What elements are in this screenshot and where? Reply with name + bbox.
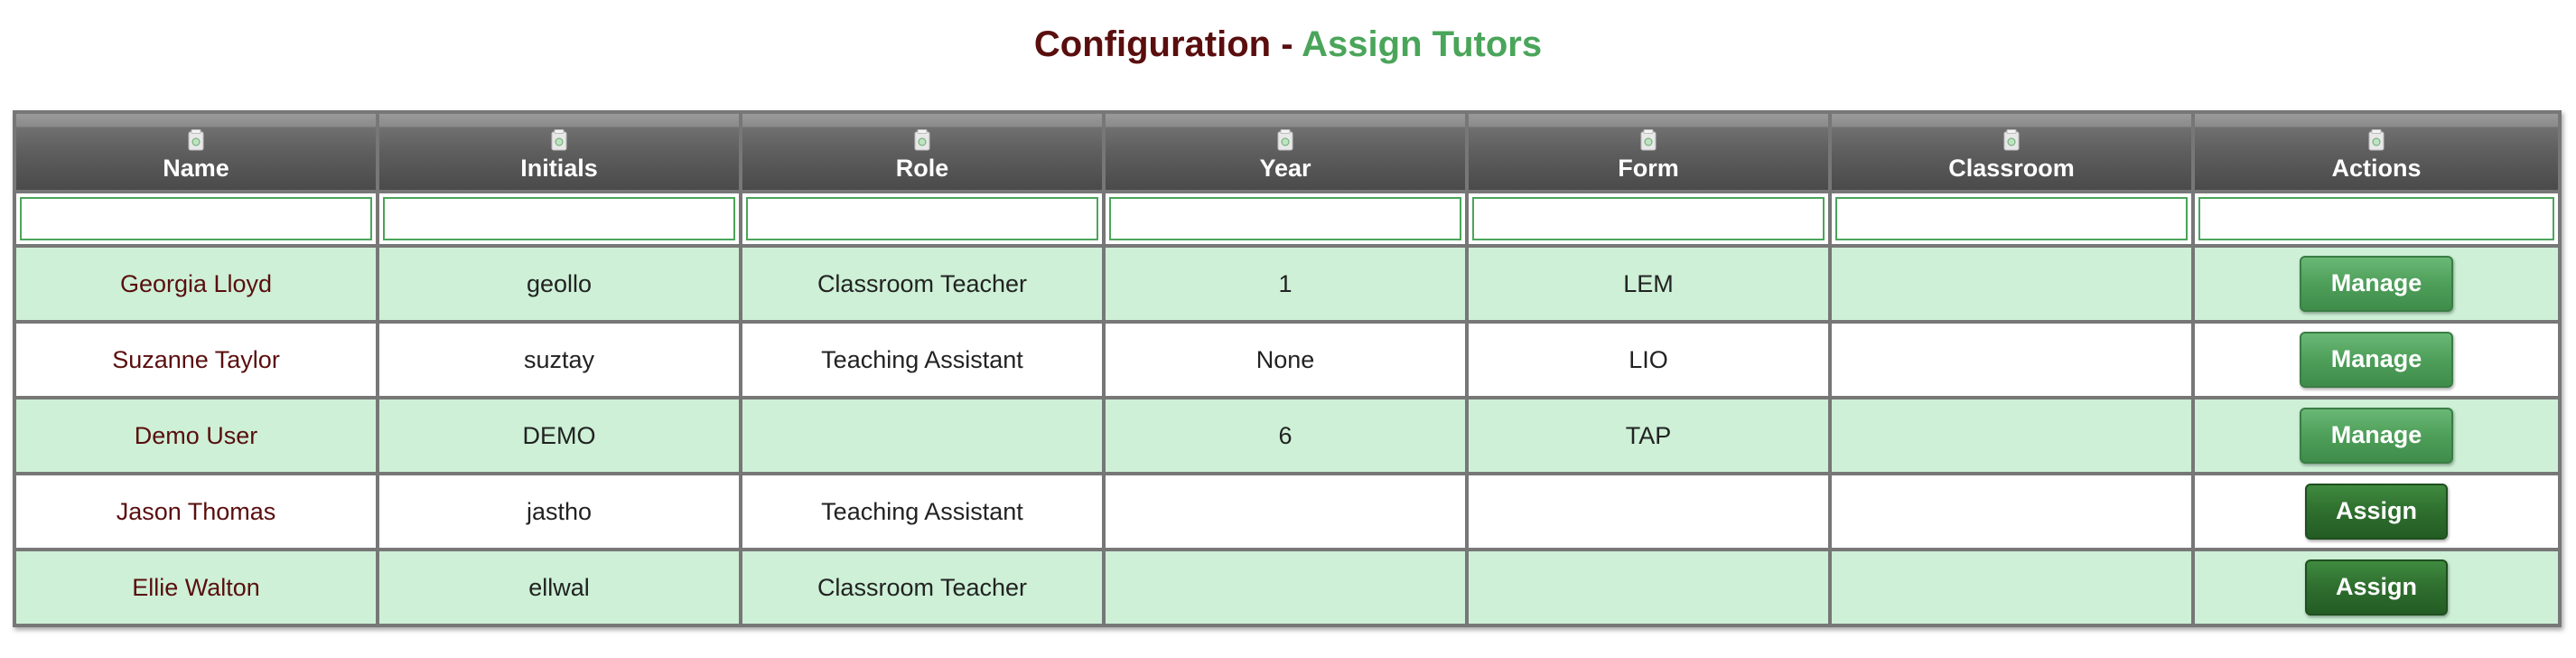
filter-input-form[interactable] <box>1472 197 1825 240</box>
table-row <box>14 322 2560 398</box>
cell-year <box>1104 550 1467 625</box>
cell-role: Teaching Assistant <box>741 474 1104 550</box>
cell-role: Classroom Teacher <box>741 246 1104 322</box>
manage-button[interactable]: Manage <box>2300 256 2453 312</box>
filter-row <box>14 192 2560 246</box>
table-row <box>14 550 2560 625</box>
tutors-table <box>13 110 2562 627</box>
cell-form: LEM <box>1467 246 1830 322</box>
filter-cell <box>1830 192 2193 246</box>
cell-classroom <box>1830 322 2193 398</box>
page-title <box>0 16 2576 72</box>
filter-input-initials[interactable] <box>383 197 735 240</box>
cell-initials: geollo <box>378 246 741 322</box>
cell-name: Suzanne Taylor <box>14 322 378 398</box>
cell-form <box>1467 550 1830 625</box>
column-header-label: Form <box>1618 155 1679 182</box>
cell-role: Teaching Assistant <box>741 322 1104 398</box>
column-header-actions[interactable] <box>2193 112 2560 192</box>
filter-cell <box>1467 192 1830 246</box>
filter-input-role[interactable] <box>746 197 1098 240</box>
cell-actions <box>2193 246 2560 322</box>
filter-input-name[interactable] <box>20 197 372 240</box>
filter-cell <box>378 192 741 246</box>
cell-actions <box>2193 550 2560 625</box>
cell-actions <box>2193 398 2560 474</box>
sort-icon[interactable] <box>2368 129 2385 151</box>
sort-icon[interactable] <box>1640 129 1657 151</box>
cell-year: 1 <box>1104 246 1467 322</box>
manage-button[interactable]: Manage <box>2300 332 2453 388</box>
cell-form: LIO <box>1467 322 1830 398</box>
cell-actions <box>2193 474 2560 550</box>
column-header-initials[interactable] <box>378 112 741 192</box>
cell-year: 6 <box>1104 398 1467 474</box>
manage-button[interactable]: Manage <box>2300 408 2453 464</box>
cell-initials: DEMO <box>378 398 741 474</box>
filter-cell <box>14 192 378 246</box>
filter-cell <box>741 192 1104 246</box>
filter-cell <box>1104 192 1467 246</box>
filter-input-classroom[interactable] <box>1835 197 2188 240</box>
sort-icon[interactable] <box>188 129 204 151</box>
table-row <box>14 246 2560 322</box>
cell-name: Demo User <box>14 398 378 474</box>
page-title-prefix: Configuration - <box>1033 24 1302 64</box>
column-header-form[interactable] <box>1467 112 1830 192</box>
assign-button[interactable]: Assign <box>2305 484 2448 540</box>
cell-name: Ellie Walton <box>14 550 378 625</box>
sort-icon[interactable] <box>1277 129 1293 151</box>
cell-year: None <box>1104 322 1467 398</box>
column-header-label: Classroom <box>1948 155 2075 182</box>
filter-input-actions[interactable] <box>2198 197 2554 240</box>
column-header-label: Role <box>895 155 949 182</box>
assign-button[interactable]: Assign <box>2305 559 2448 616</box>
cell-actions <box>2193 322 2560 398</box>
column-header-year[interactable] <box>1104 112 1467 192</box>
column-header-label: Year <box>1259 155 1311 182</box>
column-header-classroom[interactable] <box>1830 112 2193 192</box>
cell-initials: jastho <box>378 474 741 550</box>
column-header-label: Name <box>163 155 229 182</box>
column-header-role[interactable] <box>741 112 1104 192</box>
table-row <box>14 474 2560 550</box>
column-header-label: Initials <box>520 155 598 182</box>
page-title-suffix: Assign Tutors <box>1302 24 1543 64</box>
cell-name: Jason Thomas <box>14 474 378 550</box>
column-header-label: Actions <box>2331 155 2422 182</box>
filter-input-year[interactable] <box>1109 197 1461 240</box>
sort-icon[interactable] <box>2003 129 2020 151</box>
sort-icon[interactable] <box>551 129 567 151</box>
cell-initials: suztay <box>378 322 741 398</box>
cell-classroom <box>1830 398 2193 474</box>
table-row <box>14 398 2560 474</box>
filter-cell <box>2193 192 2560 246</box>
column-header-name[interactable] <box>14 112 378 192</box>
sort-icon[interactable] <box>914 129 930 151</box>
cell-classroom <box>1830 474 2193 550</box>
table-header-row <box>14 112 2560 192</box>
cell-role <box>741 398 1104 474</box>
cell-role: Classroom Teacher <box>741 550 1104 625</box>
cell-classroom <box>1830 246 2193 322</box>
cell-form: TAP <box>1467 398 1830 474</box>
cell-classroom <box>1830 550 2193 625</box>
cell-year <box>1104 474 1467 550</box>
cell-form <box>1467 474 1830 550</box>
cell-initials: ellwal <box>378 550 741 625</box>
cell-name: Georgia Lloyd <box>14 246 378 322</box>
